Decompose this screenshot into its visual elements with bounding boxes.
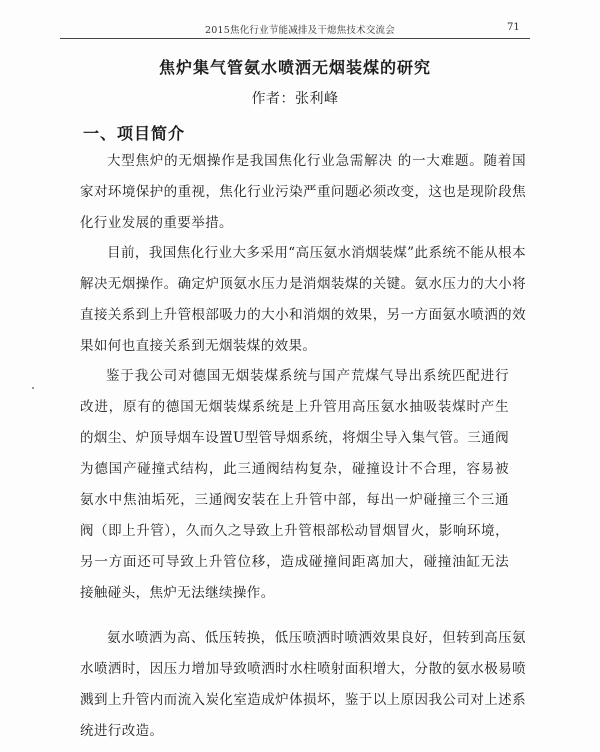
body-paragraph-2: 目前，我国焦化行业大多采用“高压氨水消烟装煤”此系统不能从根本解决无烟操作。确定炉顶氨水压力是消烟装煤的关键。氨水压力的大小将直接关系到上升管根部吸力的大小和消烟的效果，另一方面氨水喷洒的效果如何也直接关系到无烟装煤的效果。 xyxy=(80,245,526,354)
scan-speck xyxy=(32,387,34,389)
body-paragraph-3: 鉴于我公司对德国无烟装煤系统与国产荒煤气导出系统匹配进行改进，原有的德国无烟装煤系统是上升管用高压氨水抽吸装煤时产生的烟尘、炉顶导烟车设置U型管导烟系统，将烟尘导入集气管。三通阀为德国产碰撞式结构，此三通阀结构复杂，碰撞设计不合理，容易被氨水中焦油垢死，三通阀安装在上升管中部，每出一炉碰撞三个三通阀（即上升管），久而久之导致上升管根部松动冒烟冒火，影响环境，另一方面还可导致上升管位移，造成碰撞间距离加大，碰撞油缸无法接触碰头，焦炉无法继续操作。 xyxy=(80,368,509,601)
body-paragraph-4: 氨水喷洒为高、低压转换，低压喷洒时喷洒效果良好，但转到高压氨水喷洒时，因压力增加导致喷洒时水柱喷射面积增大，分散的氨水极易喷溅到上升管内而流入炭化室造成炉体损坏，鉴于以上原因我公司对上述系统进行改造。 xyxy=(80,630,526,739)
article-title: 焦炉集气管氨水喷洒无烟装煤的研究 xyxy=(158,58,431,77)
article-author: 作者：张利峰 xyxy=(251,91,339,107)
page-number: 71 xyxy=(507,22,520,33)
header-divider xyxy=(60,38,530,39)
body-paragraph-1: 大型焦炉的无烟操作是我国焦化行业急需解决 的一大难题。随着国家对环境保护的重视，焦化行业污染严重问题必须改变，这也是现阶段焦化行业发展的重要举措。 xyxy=(80,153,526,231)
section-heading: 一、项目简介 xyxy=(83,124,186,143)
running-header: 2015焦化行业节能减排及干熄焦技术交流会 xyxy=(205,25,395,36)
